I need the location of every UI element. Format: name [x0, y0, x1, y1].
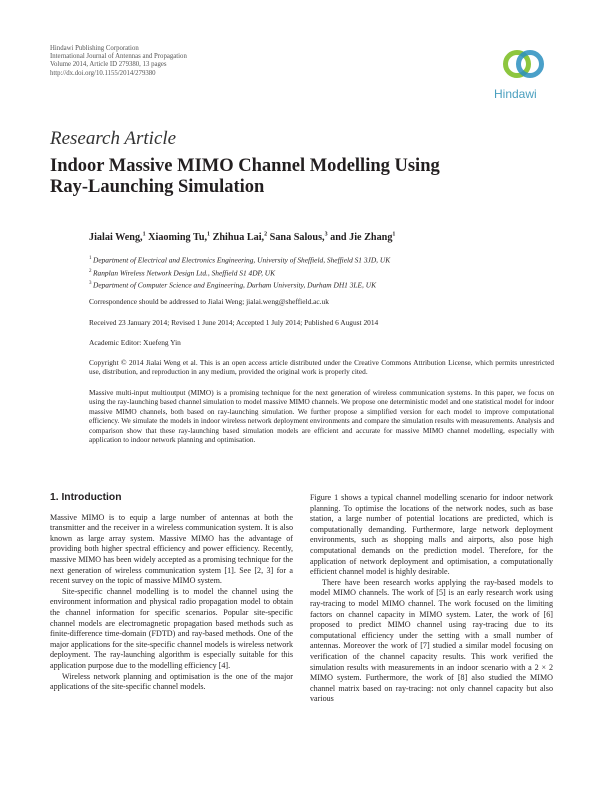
logo-wordmark: Hindawi: [494, 87, 537, 101]
author: Jialai Weng,$^1$: [89, 232, 146, 244]
affiliation-list: [89, 253, 390, 291]
correspondence-line: Correspondence should be addressed to Jialai Weng; jialai.weng@sheffield.ac.uk: [89, 297, 329, 306]
doi-link[interactable]: http://dx.doi.org/10.1155/2014/279380: [50, 69, 156, 77]
publisher-line: Hindawi Publishing Corporation: [50, 45, 139, 52]
journal-header: [50, 45, 187, 78]
paragraph: Site-specific channel modelling is to model the channel using the environment information and physical radio propagation model to obtain the channel information for specific scenarios. Popular site-specific channel models are electromagnetic propagation based methods such as finite-difference time-domain (FDTD) and ray-based methods. One of the major applications for the site-specific channel models is wireless network deployment. The ray-launching algorithm is especially suitable for this application purpose due to the modelling efficiency [4].: [50, 586, 293, 670]
author: Zhihua Lai,$^2$: [212, 232, 268, 244]
affiliation: $^3$ Department of Computer Science and Engineering, Durham University, Durham DH1 3LE, UK: [89, 280, 376, 290]
paragraph: Massive MIMO is to equip a large number of antennas at both the transmitter and the receiver in a wireless communication system. It is also known as large array system. Massive MIMO has the advantage of providing both higher spectral efficiency and power efficiency. Recently, massive MIMO has been widely accepted as a promising technique for the next generation of wireless communication system [1]. See [2, 3] for a recent survey on the topic of massive MIMO system.: [50, 512, 293, 586]
author-list: [89, 232, 395, 243]
paragraph: Figure 1 shows a typical channel modelling scenario for indoor network planning. To optimise the locations of the network nodes, such as base station, a large number of potential locations are predicted, which is computationally demanding. Furthermore, large network deployment environments, such as shopping malls and airports, also pose high computational demands on the prediction model. Therefore, for the application of network deployment and optimisation, a computationally efficient channel model is highly desirable.: [310, 493, 553, 577]
dates-line: Received 23 January 2014; Revised 1 June 2014; Accepted 1 July 2014; Published 6 August 2014: [89, 318, 379, 327]
section-heading: 1. Introduction: [50, 492, 122, 503]
affiliation: $^1$ Department of Electrical and Electronics Engineering, University of Sheffield, Sheffield S1 3JD, UK: [89, 255, 391, 265]
hindawi-logo-icon: [500, 46, 548, 86]
hindawi-logo: [494, 46, 558, 101]
author: and Jie Zhang$^1$: [330, 232, 396, 244]
volume-line: Volume 2014, Article ID 279380, 13 pages: [50, 61, 167, 69]
right-column: [310, 493, 553, 705]
author: Sana Salous,$^3$: [269, 232, 328, 244]
left-column: [50, 493, 293, 693]
abstract: Massive multi-input multioutput (MIMO) is a promising technique for the next generation of wireless communication systems. In this paper, we focus on using the ray-launching based channel simulation to model massive MIMO channels. We propose one deterministic model and one statistical model for indoor massive MIMO channels, both based on ray-launching simulation. We further propose a simplified version for each model to improve computational efficiency. We simulate the models in indoor wireless network deployment environments and compare the simulation results with measurements. Analysis and comparison show that these ray-launching based simulation models are efficient and accurate for massive MIMO channel modelling, especially with application to indoor network planning and optimisation.: [89, 388, 554, 445]
paragraph: There have been research works applying the ray-based models to model MIMO channels. The work of [5] is an early research work using ray-tracing to model MIMO channel. The work focused on the limiting factors on channel capacity in MIMO system. Later, the work of [6] proposed to predict MIMO channel using ray-tracing due to its computational efficiency under the setting with a small number of antennas. Moreover the work of [7] studied a similar model focusing on verification of the channel capacity results. This work verified the simulation results with measurements in an indoor scenario with a 2 × 2 MIMO system. Furthermore, the work of [8] also studied the MIMO channel matrix based on ray-tracing: not only channel capacity but also various: [310, 577, 553, 704]
paper-title: Indoor Massive MIMO Channel Modelling Using Ray-Launching Simulation: [50, 156, 440, 197]
paragraph: Wireless network planning and optimisation is the one of the major applications of the site-specific channel models.: [50, 671, 293, 692]
academic-editor: Academic Editor: Xuefeng Yin: [89, 338, 181, 347]
copyright-notice: Copyright © 2014 Jialai Weng et al. This is an open access article distributed under the Creative Commons Attribution License, which permits unrestricted use, distribution, and reproduction in any medium, provided the original work is properly cited.: [89, 358, 554, 377]
journal-line: International Journal of Antennas and Propagation: [50, 53, 187, 61]
author: Xiaoming Tu,$^1$: [148, 232, 211, 244]
affiliation: $^2$ Ranplan Wireless Network Design Ltd., Sheffield S1 4DP, UK: [89, 268, 276, 278]
article-type: Research Article: [50, 128, 177, 149]
